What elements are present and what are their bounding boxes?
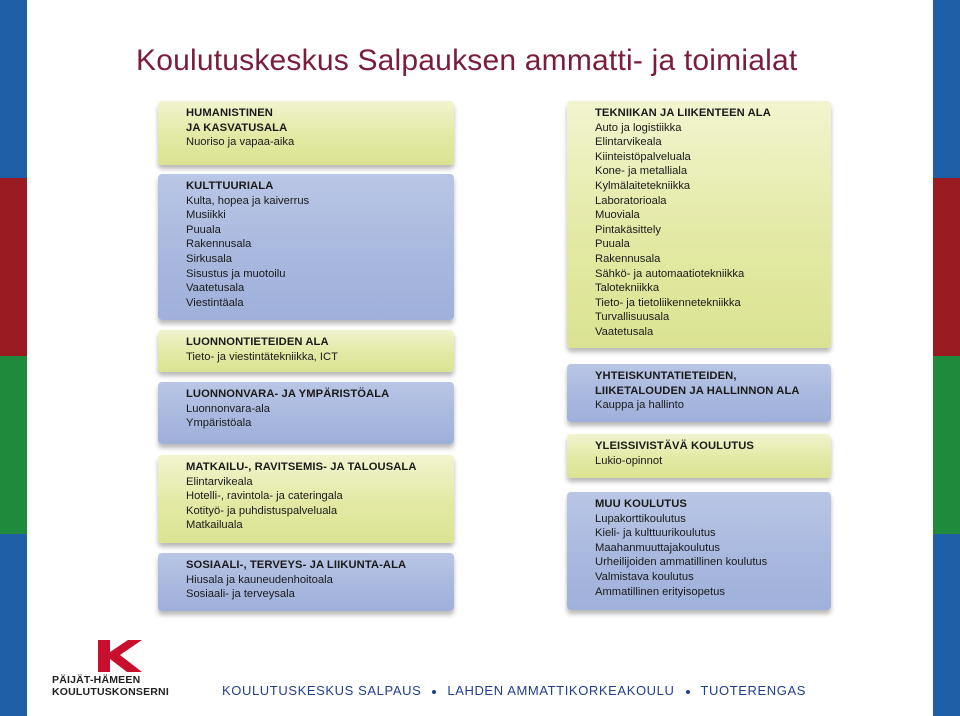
card-item: Maahanmuuttajakoulutus [595, 541, 721, 554]
card-item: Nuoriso ja vapaa-aika [186, 136, 295, 149]
card-item: Sosiaali- ja terveysala [186, 588, 295, 601]
card-item: Viestintäala [186, 296, 244, 309]
card-item: Vaatetusala [595, 325, 654, 338]
card-item: Luonnonvara-ala [186, 402, 270, 415]
footer-link-tuoterengas[interactable]: TUOTERENGAS [700, 683, 807, 698]
card-muu-koulutus [567, 492, 831, 610]
card-item: Sisustus ja muotoilu [186, 267, 286, 280]
card-item: Matkailuala [186, 519, 243, 532]
card-item: Rakennusala [186, 238, 252, 251]
card-item: Valmistava koulutus [595, 570, 694, 583]
card-item: Kieli- ja kulttuurikoulutus [595, 527, 716, 540]
card-item: Urheilijoiden ammatillinen koulutus [595, 556, 768, 569]
card-item: Kylmälaitetekniikka [595, 179, 691, 192]
card-item: Rakennusala [595, 252, 661, 265]
k-logo-icon [92, 640, 142, 672]
card-item: Ammatillinen erityisopetus [595, 585, 725, 598]
card-item: Puuala [186, 223, 221, 236]
card-sosiaali [158, 553, 454, 611]
card-heading: MATKAILU-, RAVITSEMIS- JA TALOUSALA [186, 461, 417, 473]
card-item: Kulta, hopea ja kaiverrus [186, 194, 310, 207]
right-edge-stripe-blue [933, 0, 960, 178]
card-humanistinen [158, 101, 454, 165]
card-yleissivistava [567, 434, 831, 478]
card-item: Lupakorttikoulutus [595, 512, 686, 525]
card-heading: TEKNIIKAN JA LIIKENTEEN ALA [595, 107, 771, 119]
left-edge-stripe-green [0, 356, 27, 534]
card-item: Musiikki [186, 209, 226, 222]
card-kulttuuriala [158, 174, 454, 320]
card-item: Kauppa ja hallinto [595, 399, 684, 412]
card-heading: LUONNONVARA- JA YMPÄRISTÖALA [186, 388, 390, 400]
card-matkailu [158, 455, 454, 543]
right-edge-stripe-green [933, 356, 960, 534]
card-tekniikka [567, 101, 831, 348]
card-item: Talotekniikka [595, 282, 660, 295]
footer-link-lamk[interactable]: LAHDEN AMMATTIKORKEAKOULU [447, 683, 675, 698]
card-yhteiskuntatieteiden [567, 364, 831, 422]
card-item: Kiinteistöpalveluala [595, 150, 691, 163]
left-edge-stripe-red [0, 178, 27, 356]
bullet-separator [432, 690, 436, 694]
card-heading: SOSIAALI-, TERVEYS- JA LIIKUNTA-ALA [186, 559, 407, 571]
card-item: Sirkusala [186, 252, 233, 265]
card-item: Lukio-opinnot [595, 454, 663, 467]
card-item: Hotelli-, ravintola- ja cateringala [186, 490, 343, 503]
card-luonnonvara [158, 382, 454, 444]
footer-links [222, 683, 806, 698]
right-edge-stripe-red [933, 178, 960, 356]
card-item: Vaatetusala [186, 282, 245, 295]
footer-link-salpaus[interactable]: KOULUTUSKESKUS SALPAUS [222, 683, 422, 698]
card-heading: KULTTUURIALA [186, 180, 274, 192]
card-item: Puuala [595, 238, 630, 251]
card-heading: YHTEISKUNTATIETEIDEN, [595, 370, 737, 382]
card-item: Tieto- ja viestintätekniikka, ICT [186, 350, 338, 363]
card-item: Auto ja logistiikka [595, 121, 682, 134]
card-item: Turvallisuusala [595, 311, 670, 324]
organization-logo[interactable] [52, 640, 182, 700]
card-item: Ympäristöala [186, 417, 252, 430]
card-item: Pintakäsittely [595, 223, 661, 236]
slide-title: Koulutuskeskus Salpauksen ammatti- ja toimialat [136, 44, 798, 77]
card-item: Tieto- ja tietoliikennetekniikka [595, 296, 741, 309]
card-item: Kotityö- ja puhdistuspalveluala [186, 504, 338, 517]
card-heading: LIIKETALOUDEN JA HALLINNON ALA [595, 384, 800, 397]
logo-line-1: PÄIJÄT-HÄMEEN [52, 674, 141, 686]
card-item: Hiusala ja kauneudenhoitoala [186, 573, 333, 586]
card-luonnontieteiden [158, 330, 454, 372]
card-heading: MUU KOULUTUS [595, 498, 687, 510]
card-item: Sähkö- ja automaatiotekniikka [595, 267, 745, 280]
card-heading: LUONNONTIETEIDEN ALA [186, 336, 329, 348]
left-edge-stripe-blue-2 [0, 534, 27, 716]
bullet-separator [686, 690, 690, 694]
left-edge-stripe-blue [0, 0, 27, 178]
card-heading: YLEISSIVISTÄVÄ KOULUTUS [595, 440, 754, 452]
card-item: Elintarvikeala [595, 136, 662, 149]
card-item: Laboratorioala [595, 194, 667, 207]
card-item: Kone- ja metalliala [595, 165, 688, 178]
logo-line-2: KOULUTUSKONSERNI [52, 686, 169, 698]
right-edge-stripe-blue-2 [933, 534, 960, 716]
card-heading: JA KASVATUSALA [186, 121, 288, 134]
card-item: Muoviala [595, 209, 640, 222]
card-heading: HUMANISTINEN [186, 107, 273, 119]
card-item: Elintarvikeala [186, 475, 253, 488]
